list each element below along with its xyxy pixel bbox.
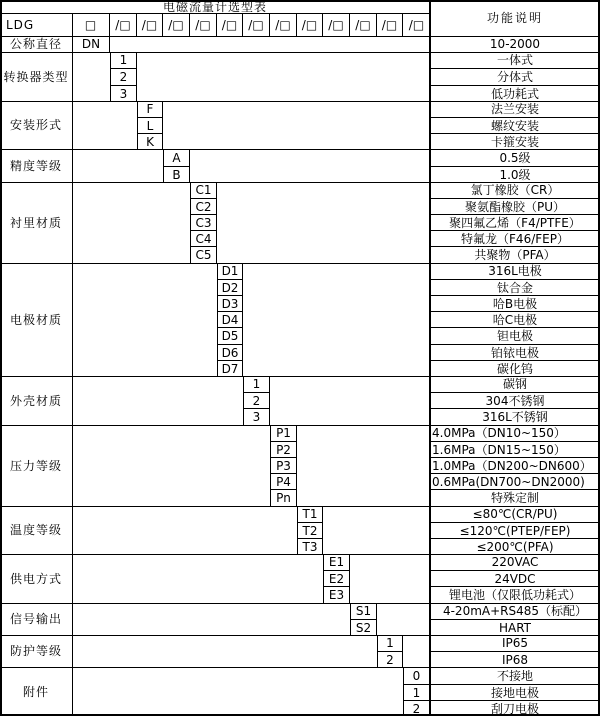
- category-label: 电极材质: [9, 312, 62, 327]
- option-description: 铂铱电极: [430, 344, 600, 360]
- option-code: DN: [72, 36, 110, 52]
- option-code: P2: [270, 441, 297, 457]
- option-code: P1: [270, 425, 297, 441]
- option-code: P4: [270, 473, 297, 489]
- option-code: C2: [190, 198, 217, 214]
- model-code-slash-box: /□: [323, 13, 350, 36]
- model-code-slash-box: /□: [163, 13, 190, 36]
- option-code: T3: [297, 538, 323, 554]
- model-code-label: LDG: [6, 17, 35, 32]
- option-description: ≤200℃(PFA): [430, 538, 600, 554]
- model-code-slash-box: /□: [350, 13, 377, 36]
- option-description: 1.0级: [430, 166, 600, 182]
- model-code-slash-box: /□: [377, 13, 403, 36]
- option-code: 1: [110, 52, 137, 68]
- option-description: ≤80℃(CR/PU): [472, 507, 558, 521]
- option-description: 氯丁橡胶（CR）: [470, 183, 560, 197]
- option-description: 聚四氟乙烯（F4/PTFE）: [430, 214, 600, 230]
- option-description: 不接地: [496, 668, 533, 683]
- option-code: 2: [403, 700, 430, 716]
- option-code: D4: [217, 311, 243, 327]
- option-code: D3: [217, 295, 243, 311]
- category-label: 附件: [22, 684, 49, 699]
- option-code: C1: [190, 182, 217, 198]
- category-label: 衬里材质: [9, 215, 62, 230]
- option-code: S2: [350, 619, 377, 635]
- option-code: 2: [243, 392, 270, 408]
- category-label: 精度等级: [9, 158, 62, 173]
- option-code: S1: [350, 603, 377, 619]
- category-label: 温度等级: [9, 523, 62, 537]
- option-description: 法兰安装: [490, 102, 539, 116]
- category-label: 安装形式: [9, 118, 62, 132]
- option-description: HART: [430, 619, 600, 635]
- option-code: C4: [190, 230, 217, 246]
- option-code: E3: [323, 586, 350, 603]
- option-description: 低功耗式: [430, 85, 600, 101]
- option-code: E1: [323, 554, 350, 570]
- option-description: 螺纹安装: [430, 117, 600, 133]
- model-code-slash-box: /□: [297, 13, 323, 36]
- option-description: 钛合金: [430, 279, 600, 295]
- option-description: 特殊定制: [430, 489, 600, 506]
- option-description: 1.6MPa（DN15~150）: [430, 441, 600, 457]
- model-code-slash-box: /□: [243, 13, 270, 36]
- option-description: 聚氨酯橡胶（PU）: [430, 198, 600, 214]
- option-code: K: [137, 133, 163, 149]
- option-code: D5: [217, 327, 243, 344]
- category-label: 公称直径: [9, 37, 62, 51]
- option-code: A: [163, 149, 190, 166]
- option-description: IP65: [501, 636, 529, 650]
- option-code: E2: [323, 570, 350, 586]
- option-description: 卡箍安装: [430, 133, 600, 149]
- option-description: 特氟龙（F46/FEP）: [430, 230, 600, 246]
- model-code-slash-box: /□: [217, 13, 243, 36]
- option-code: L: [137, 117, 163, 133]
- option-code: 0: [403, 667, 430, 684]
- option-code: D7: [217, 360, 243, 376]
- category-label: 外壳材质: [9, 393, 62, 408]
- option-code: F: [137, 101, 163, 117]
- category-label: 防护等级: [9, 644, 62, 658]
- option-code: 1: [243, 376, 270, 392]
- option-description: 316L电极: [488, 264, 542, 278]
- option-code: 3: [243, 408, 270, 425]
- option-description: 碳化钨: [430, 360, 600, 376]
- option-code: Pn: [270, 489, 297, 506]
- model-code-slash-box: /□: [270, 13, 297, 36]
- option-code: D2: [217, 279, 243, 295]
- option-code: D1: [217, 263, 243, 279]
- category-label: 转换器类型: [3, 69, 69, 84]
- option-description: 分体式: [430, 68, 600, 85]
- option-code: C3: [190, 214, 217, 230]
- option-code: 2: [377, 651, 403, 667]
- option-description: 10-2000: [489, 37, 541, 51]
- option-description: 0.5级: [499, 150, 531, 165]
- option-description: IP68: [430, 651, 600, 667]
- model-code-slash-box: /□: [190, 13, 217, 36]
- model-code-first-box: □: [72, 13, 110, 36]
- option-description: 1.0MPa（DN200~DN600）: [430, 457, 600, 473]
- option-description: 24VDC: [430, 570, 600, 586]
- option-description: 4-20mA+RS485（标配）: [442, 604, 588, 618]
- category-label: 压力等级: [9, 458, 62, 473]
- table-title: 电磁流量计选型表: [162, 0, 267, 13]
- option-code: 1: [403, 684, 430, 700]
- option-description: ≤120℃(PTEP/FEP): [430, 522, 600, 538]
- option-description: 一体式: [496, 53, 533, 67]
- option-code: P3: [270, 457, 297, 473]
- option-description: 哈C电极: [430, 311, 600, 327]
- option-description: 刮刀电极: [430, 700, 600, 716]
- option-description: 锂电池（仅限低功耗式）: [430, 586, 600, 603]
- option-code: 2: [110, 68, 137, 85]
- option-description: 4.0MPa（DN10~150）: [432, 426, 566, 440]
- option-description: 共聚物（PFA）: [430, 246, 600, 263]
- model-code-slash-box: /□: [408, 17, 425, 32]
- option-code: 3: [110, 85, 137, 101]
- function-column-divider: [429, 0, 431, 716]
- option-description: 220VAC: [491, 555, 539, 569]
- category-label: 供电方式: [9, 571, 62, 586]
- option-code: C5: [190, 246, 217, 263]
- option-description: 接地电极: [430, 684, 600, 700]
- model-code-slash-box: /□: [110, 13, 137, 36]
- title-divider: [0, 13, 430, 14]
- option-code: 1: [377, 635, 403, 651]
- option-code: T2: [297, 522, 323, 538]
- option-code: T1: [297, 506, 323, 522]
- option-description: 钽电极: [430, 327, 600, 344]
- option-description: 哈B电极: [430, 295, 600, 311]
- function-column-header: 功能说明: [486, 11, 543, 25]
- option-description: 316L不锈钢: [430, 408, 600, 425]
- option-code: D6: [217, 344, 243, 360]
- option-description: 0.6MPa(DN700~DN2000): [430, 473, 600, 489]
- option-code: B: [163, 166, 190, 182]
- category-label: 信号输出: [9, 612, 62, 626]
- option-description: 304不锈钢: [430, 392, 600, 408]
- category-column-divider: [72, 13, 73, 716]
- model-code-slash-box: /□: [137, 13, 163, 36]
- option-description: 碳钢: [502, 377, 527, 391]
